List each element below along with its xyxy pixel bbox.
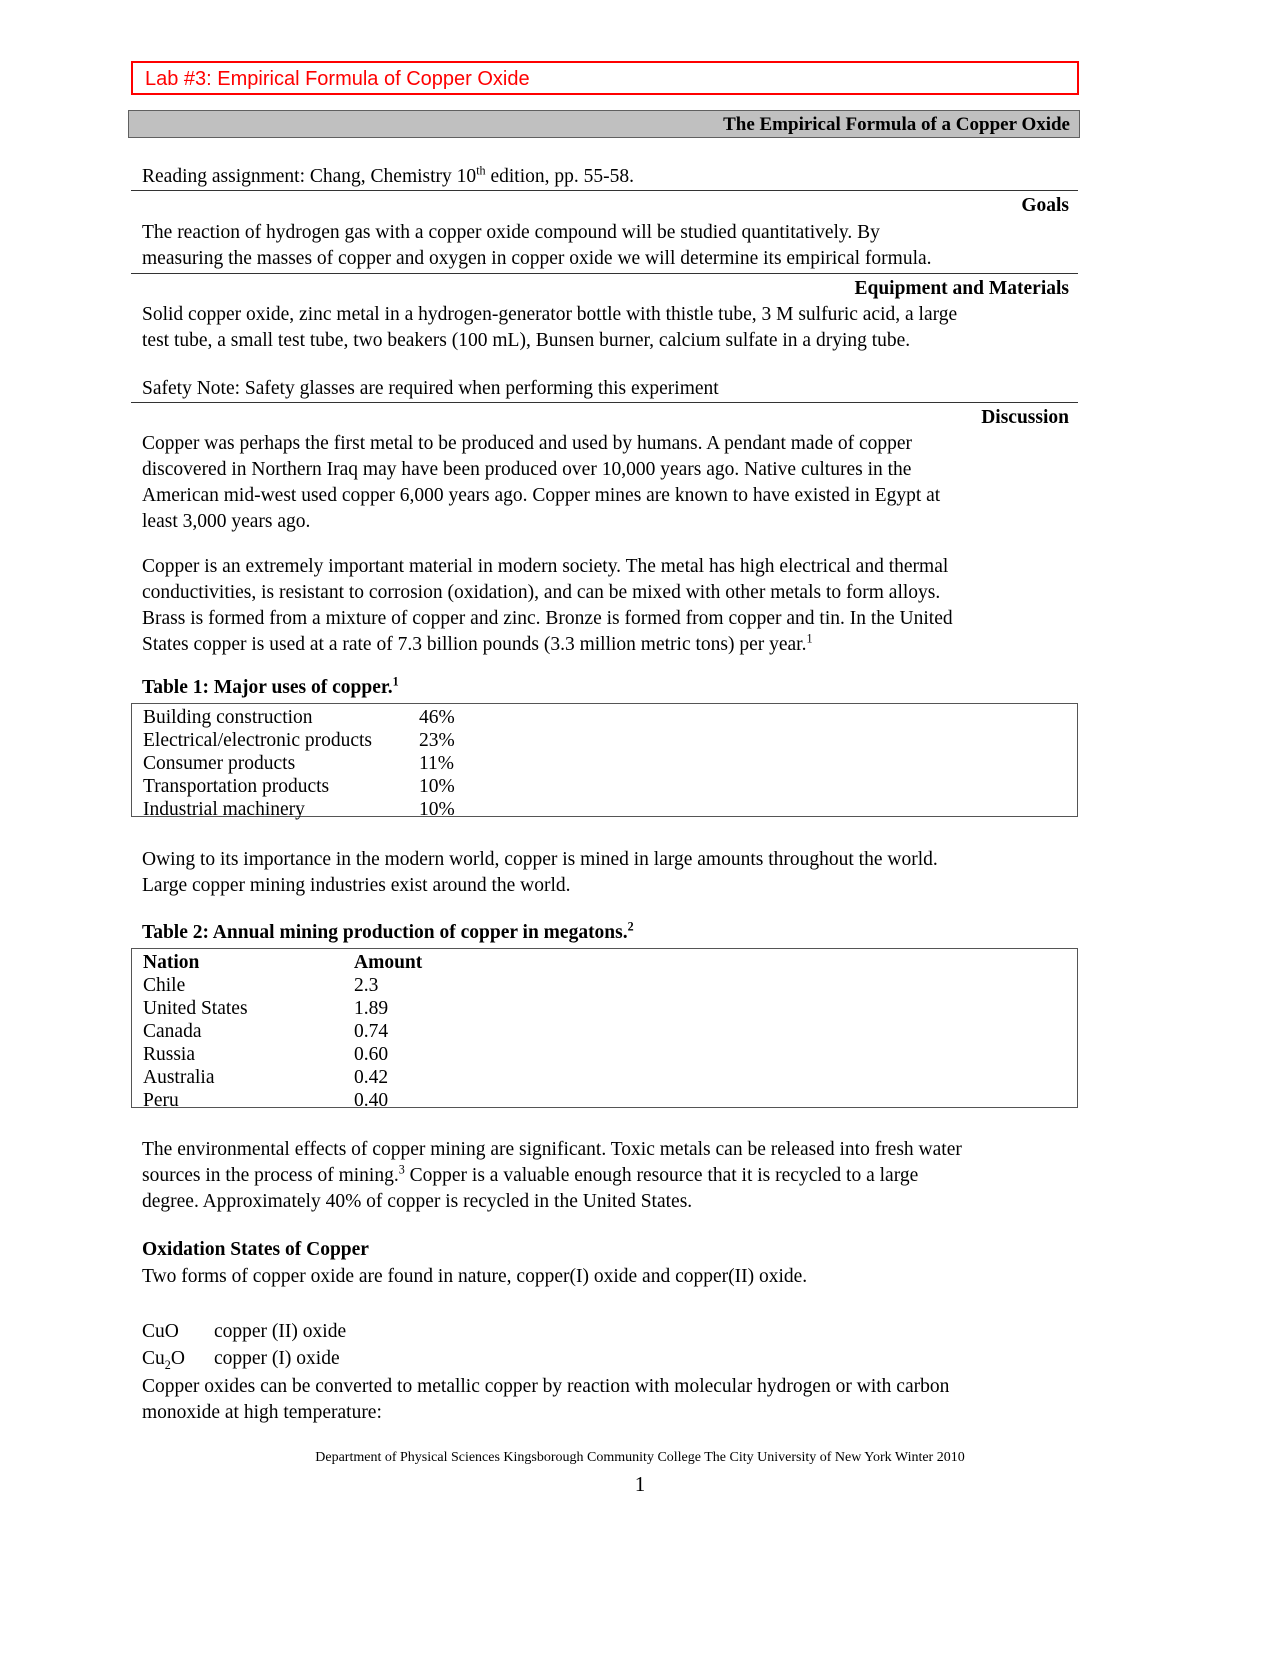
rule-under-safety-note (131, 402, 1078, 403)
table2-cell-nation: Russia (143, 1044, 196, 1065)
oxidation-intro-paragraph (142, 1264, 1072, 1290)
table1-cell-value: 11% (419, 753, 455, 774)
rule-under-reading (131, 190, 1078, 191)
lab-title-box (131, 61, 1079, 95)
table1 (131, 703, 1078, 820)
table2-cell-amount: 0.60 (354, 1044, 389, 1065)
discussion-last-line-text: States copper is used at a rate of 7.3 billion pounds (3.3 million metric tons) per year. (142, 634, 807, 655)
table2-cell-amount: 0.74 (354, 1021, 389, 1042)
discussion-paragraph-line: Copper is an extremely important material in modern society. The metal has high electrical and thermal (142, 556, 949, 577)
document-banner (128, 110, 1080, 138)
table2-cell-nation: Australia (143, 1067, 215, 1088)
discussion-paragraph-line: discovered in Northern Iraq may have been produced over 10,000 years ago. Native cultures in the (142, 459, 912, 480)
goals-paragraph-line: The reaction of hydrogen gas with a copper oxide compound will be studied quantitatively. By (142, 222, 880, 243)
table-row (132, 775, 1077, 798)
formula-symbol-pre: CuO (142, 1321, 179, 1342)
reading-assignment-text-a: Reading assignment: Chang, Chemistry 10 (142, 166, 477, 187)
formula-row-cu2o (142, 1346, 340, 1372)
closing-paragraph-line: Copper oxides can be converted to metallic copper by reaction with molecular hydrogen or with carbon (142, 1376, 950, 1397)
mining-paragraph-line: Large copper mining industries exist around the world. (142, 875, 571, 896)
table-row (132, 997, 1077, 1020)
formula-row-cuo (142, 1319, 346, 1345)
equipment-paragraph-line: test tube, a small test tube, two beakers (100 mL), Bunsen burner, calcium sulfate in a drying tube. (142, 330, 911, 351)
table-row (132, 752, 1077, 775)
environment-line2-text-a: sources in the process of mining. (142, 1165, 399, 1186)
goals-heading: Goals (1021, 195, 1069, 216)
discussion-paragraph-line (142, 632, 1072, 658)
table-row (132, 1066, 1077, 1089)
footnote-ref-2: 2 (627, 919, 634, 934)
table2-cell-amount: 2.3 (354, 975, 379, 996)
table1-cell-label: Industrial machinery (143, 799, 305, 820)
closing-paragraph-line: monoxide at high temperature: (142, 1402, 382, 1423)
environment-paragraph-line: The environmental effects of copper mining are significant. Toxic metals can be released into fresh water (142, 1139, 962, 1160)
discussion-paragraph-line: American mid-west used copper 6,000 years ago. Copper mines are known to have existed in Egypt at (142, 485, 941, 506)
oxidation-intro-line: Two forms of copper oxide are found in nature, copper(I) oxide and copper(II) oxide. (142, 1266, 808, 1287)
footnote-ref-3: 3 (398, 1162, 405, 1177)
table2-cell-amount: 0.42 (354, 1067, 389, 1088)
table2-cell-nation: Chile (143, 975, 186, 996)
table1-cell-label: Consumer products (143, 753, 296, 774)
mining-paragraph (142, 847, 1072, 899)
formula-name-cu2o: copper (I) oxide (214, 1348, 340, 1369)
table1-cell-label: Building construction (143, 707, 313, 728)
formula-symbol-pre: Cu (142, 1348, 165, 1369)
table2-header-row (132, 951, 1077, 974)
equipment-paragraph (142, 302, 1072, 354)
table1-cell-value: 23% (419, 730, 455, 751)
discussion-paragraph-line: Copper was perhaps the first metal to be produced and used by humans. A pendant made of copper (142, 433, 913, 454)
table2-cell-nation: Canada (143, 1021, 202, 1042)
lab-title-text: Lab #3: Empirical Formula of Copper Oxide (145, 68, 530, 90)
closing-paragraph (142, 1374, 1072, 1426)
table2-cell-amount: 1.89 (354, 998, 389, 1019)
table2-header-amount: Amount (354, 952, 423, 973)
table2-caption-text: Table 2: Annual mining production of copper in megatons. (142, 922, 628, 943)
discussion-paragraph-line: Brass is formed from a mixture of copper and zinc. Bronze is formed from copper and tin. In the United (142, 608, 953, 629)
formula-subscript: 2 (164, 1357, 171, 1372)
table-row (132, 706, 1077, 729)
discussion-paragraph-1 (142, 431, 1072, 535)
goals-paragraph-line: measuring the masses of copper and oxygen in copper oxide we will determine its empirical formula. (142, 248, 932, 269)
environment-paragraph-line: degree. Approximately 40% of copper is recycled in the United States. (142, 1191, 693, 1212)
equipment-paragraph-line: Solid copper oxide, zinc metal in a hydrogen-generator bottle with thistle tube, 3 M sulfuric acid, a large (142, 304, 958, 325)
discussion-heading: Discussion (981, 407, 1069, 428)
footer-department-line: Department of Physical Sciences Kingsborough Community College The City University of New York Winter 2010 (315, 1450, 965, 1465)
table-row (132, 798, 1077, 821)
table1-cell-label: Transportation products (143, 776, 330, 797)
rule-under-goals (131, 273, 1078, 274)
table2-cell-amount: 0.40 (354, 1090, 389, 1111)
discussion-paragraph-line: conductivities, is resistant to corrosion (oxidation), and can be mixed with other metals to form alloys. (142, 582, 941, 603)
table2-cell-nation: Peru (143, 1090, 179, 1111)
formula-symbol-cuo (142, 1319, 214, 1345)
table1-cell-value: 46% (419, 707, 455, 728)
page-number: 1 (634, 1472, 646, 1496)
table-row (132, 1020, 1077, 1043)
table-row (132, 1089, 1077, 1112)
footnote-ref-1: 1 (392, 674, 399, 689)
table-row (132, 729, 1077, 752)
table-row (132, 974, 1077, 997)
table2 (131, 948, 1078, 1111)
discussion-paragraph-line: least 3,000 years ago. (142, 511, 311, 532)
table1-cell-value: 10% (419, 776, 455, 797)
mining-paragraph-line: Owing to its importance in the modern world, copper is mined in large amounts throughout the world. (142, 849, 938, 870)
formula-symbol-cu2o (142, 1346, 214, 1372)
reading-assignment (142, 164, 634, 190)
goals-paragraph (142, 220, 1072, 272)
table2-header-nation: Nation (143, 952, 200, 973)
table1-caption-text: Table 1: Major uses of copper. (142, 677, 393, 698)
table-row (132, 1043, 1077, 1066)
safety-note: Safety Note: Safety glasses are required when performing this experiment (142, 378, 719, 399)
formula-symbol-post: O (170, 1348, 185, 1369)
oxidation-states-heading: Oxidation States of Copper (142, 1239, 369, 1260)
environment-line2-text-b: Copper is a valuable enough resource that it is recycled to a large (404, 1165, 919, 1186)
footnote-ref-1: 1 (806, 631, 813, 646)
reading-assignment-superscript: th (476, 163, 486, 178)
reading-assignment-text-b: edition, pp. 55-58. (485, 166, 634, 187)
banner-title-text: The Empirical Formula of a Copper Oxide (723, 114, 1070, 135)
environment-paragraph (142, 1137, 1072, 1215)
equipment-heading: Equipment and Materials (854, 278, 1069, 299)
table1-cell-label: Electrical/electronic products (143, 730, 373, 751)
environment-paragraph-line (142, 1163, 1072, 1189)
table1-cell-value: 10% (419, 799, 455, 820)
table1-caption (142, 676, 399, 700)
table2-cell-nation: United States (143, 998, 248, 1019)
formula-name-cuo: copper (II) oxide (214, 1321, 347, 1342)
discussion-paragraph-2 (142, 554, 1072, 658)
table2-caption (142, 921, 634, 945)
